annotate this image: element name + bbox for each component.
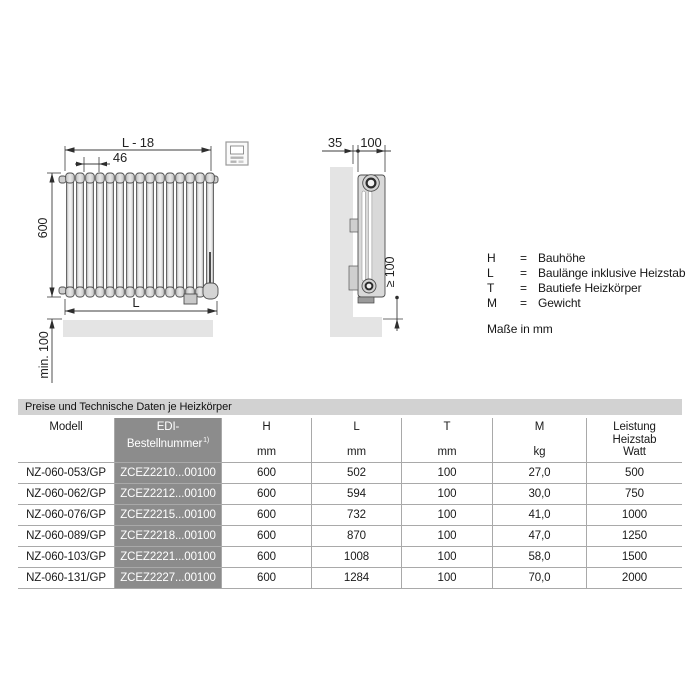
col-header-edi [115, 418, 222, 463]
t-cell: 100 [402, 568, 493, 589]
model-cell: NZ-060-089/GP [18, 526, 115, 547]
svg-text:46: 46 [112, 150, 128, 165]
col-header-t [402, 418, 493, 463]
l-cell: 502 [312, 463, 402, 484]
m-cell: 41,0 [493, 505, 587, 526]
dimension-ge-100 [383, 257, 403, 331]
col-label: M [534, 421, 545, 433]
col-label: Leistung [613, 421, 656, 433]
radiator-front-view [36, 135, 218, 383]
legend-equals: = [520, 296, 527, 310]
h-cell: 600 [222, 547, 312, 568]
spec-table [18, 399, 682, 589]
model-cell: NZ-060-076/GP [18, 505, 115, 526]
col-label: Bestellnummer $^{1)}$ [126, 437, 210, 450]
edi-cell: ZCEZ2215...00100 [115, 505, 222, 526]
watt-cell: 750 [587, 484, 682, 505]
m-cell: 27,0 [493, 463, 587, 484]
legend-symbol: T [487, 281, 495, 295]
legend-row-t [487, 281, 685, 296]
l-cell: 870 [312, 526, 402, 547]
col-unit: mm [347, 446, 366, 458]
legend-symbol: L [487, 266, 494, 280]
svg-text:L: L [132, 295, 140, 310]
dimension-min-100 [37, 319, 62, 383]
edi-cell: ZCEZ2218...00100 [115, 526, 222, 547]
col-label: H [262, 421, 271, 433]
m-cell: 47,0 [493, 526, 587, 547]
watt-cell: 1250 [587, 526, 682, 547]
l-cell: 1008 [312, 547, 402, 568]
model-cell: NZ-060-053/GP [18, 463, 115, 484]
dimension-35-100 [322, 135, 391, 172]
t-cell: 100 [402, 526, 493, 547]
col-label: EDI- [156, 421, 180, 433]
legend-symbol: M [487, 296, 497, 310]
col-header-m [493, 418, 587, 463]
h-cell: 600 [222, 568, 312, 589]
legend-equals: = [520, 251, 527, 265]
heater-connection-box [184, 294, 197, 304]
l-cell: 594 [312, 484, 402, 505]
watt-cell: 1500 [587, 547, 682, 568]
l-cell: 1284 [312, 568, 402, 589]
legend-symbol: H [487, 251, 496, 265]
col-label: Heizstab [612, 434, 657, 446]
h-cell: 600 [222, 505, 312, 526]
col-header-model [18, 418, 115, 463]
table-title-bar: Preise und Technische Daten je Heizkörper [18, 399, 682, 415]
dimensions-note: Maße in mm [487, 322, 553, 336]
svg-text:100: 100 [360, 135, 382, 150]
radiator-side-view [322, 135, 403, 337]
m-cell: 30,0 [493, 484, 587, 505]
l-cell: 732 [312, 505, 402, 526]
h-cell: 600 [222, 526, 312, 547]
legend-equals: = [520, 266, 527, 280]
table-grid [18, 418, 682, 589]
legend-equals: = [520, 281, 527, 295]
svg-text:≥ 100: ≥ 100 [383, 256, 397, 288]
edi-cell: ZCEZ2210...00100 [115, 463, 222, 484]
col-label: L [353, 421, 360, 433]
svg-text:min. 100: min. 100 [37, 331, 51, 379]
col-header-h [222, 418, 312, 463]
wall-bracket-lower [349, 266, 358, 290]
dimension-l-minus-18 [65, 135, 211, 171]
h-cell: 600 [222, 463, 312, 484]
col-header-l [312, 418, 402, 463]
model-cell: NZ-060-103/GP [18, 547, 115, 568]
valve-detail [358, 297, 374, 303]
svg-text:35: 35 [327, 135, 343, 150]
col-label: T [443, 421, 451, 433]
legend-definition: Baulänge inklusive Heizstab [538, 266, 686, 280]
legend-definition: Gewicht [538, 296, 581, 310]
dimension-600 [36, 173, 61, 297]
legend-definition: Bauhöhe [538, 251, 586, 265]
watt-cell: 2000 [587, 568, 682, 589]
watt-cell: 500 [587, 463, 682, 484]
heizstab-end [203, 283, 218, 299]
radiator-columns [66, 173, 215, 297]
svg-text:L - 18: L - 18 [121, 135, 155, 150]
t-cell: 100 [402, 463, 493, 484]
col-unit: mm [437, 446, 457, 458]
svg-text:600: 600 [36, 217, 50, 239]
dimension-46 [75, 150, 127, 172]
legend-definition: Bautiefe Heizkörper [538, 281, 642, 295]
floor-front [63, 320, 213, 337]
watt-cell: 1000 [587, 505, 682, 526]
model-cell: NZ-060-062/GP [18, 484, 115, 505]
m-cell: 58,0 [493, 547, 587, 568]
m-cell: 70,0 [493, 568, 587, 589]
legend-row-h [487, 251, 685, 266]
heater-control-icon [226, 142, 248, 165]
edi-cell: ZCEZ2227...00100 [115, 568, 222, 589]
col-label: Modell [49, 421, 83, 433]
t-cell: 100 [402, 505, 493, 526]
edi-cell: ZCEZ2221...00100 [115, 547, 222, 568]
legend-row-m [487, 296, 685, 311]
col-unit: Watt [623, 446, 646, 458]
col-unit: mm [257, 446, 276, 458]
legend [487, 251, 685, 311]
col-header-power [587, 418, 682, 463]
wall-bracket-upper [350, 219, 358, 232]
model-cell: NZ-060-131/GP [18, 568, 115, 589]
edi-cell: ZCEZ2212...00100 [115, 484, 222, 505]
legend-row-l [487, 266, 685, 281]
h-cell: 600 [222, 484, 312, 505]
t-cell: 100 [402, 484, 493, 505]
col-unit: kg [533, 446, 546, 458]
t-cell: 100 [402, 547, 493, 568]
